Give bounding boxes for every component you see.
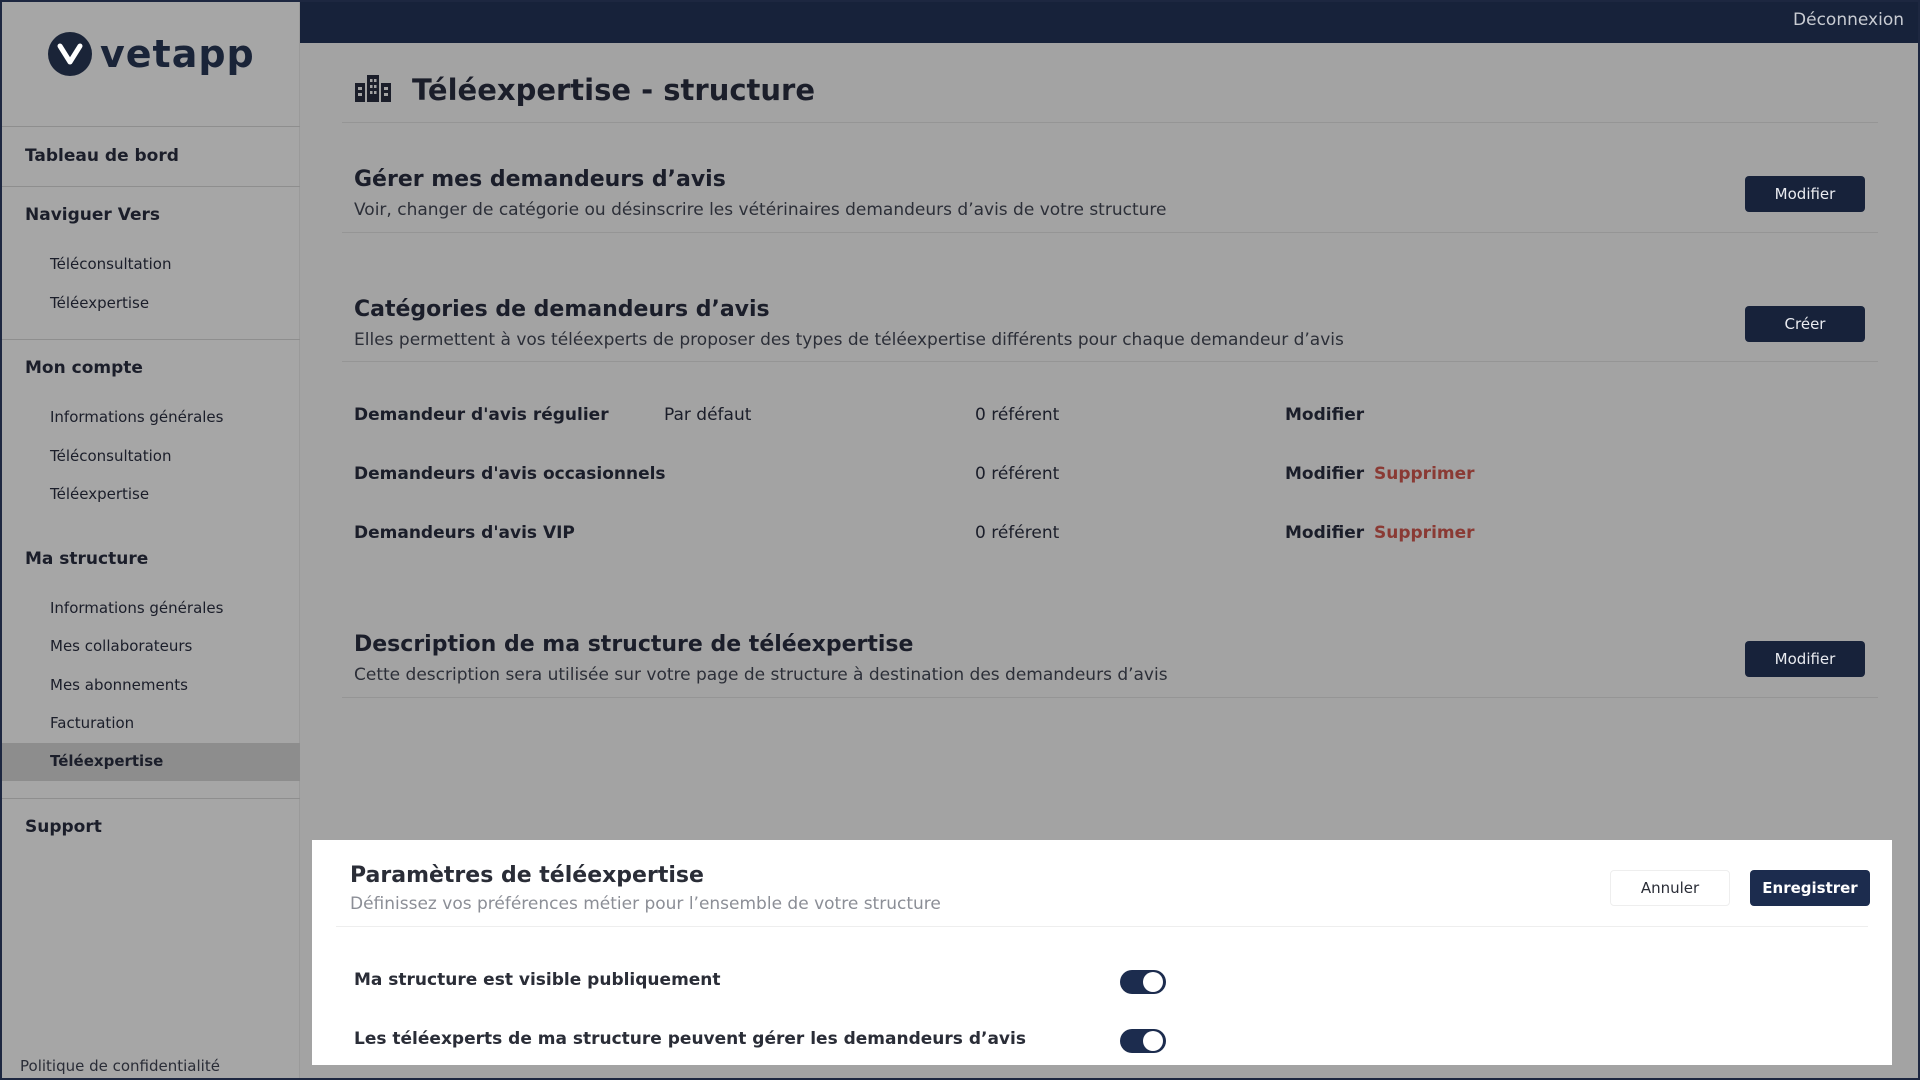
category-referent-count: 0 référent [975,405,1060,425]
sidebar-item-nav-teleexpertise[interactable]: Téléexpertise [50,294,150,312]
section-divider [342,361,1878,362]
public-visibility-toggle[interactable] [1120,970,1166,994]
sidebar-item-account-teleconsultation[interactable]: Téléconsultation [50,447,172,465]
category-modify-link[interactable]: Modifier [1285,464,1365,484]
cancel-button[interactable]: Annuler [1610,870,1730,906]
category-name: Demandeurs d'avis occasionnels [354,464,666,484]
category-referent-count: 0 référent [975,464,1060,484]
sidebar-item-account-teleexpertise[interactable]: Téléexpertise [50,485,150,503]
section-divider [342,232,1878,233]
category-referent-count: 0 référent [975,523,1060,543]
panel-divider [336,926,1868,927]
categories-section-subtitle: Elles permettent à vos téléexperts de proposer des types de téléexpertise différents pour chaque demandeur d’avis [354,330,1344,350]
manage-section-title: Gérer mes demandeurs d’avis [354,167,726,192]
sidebar-item-structure-info[interactable]: Informations générales [50,599,224,617]
logo-text: vetapp [100,32,255,76]
toggle-knob [1143,972,1163,992]
categories-section-title: Catégories de demandeurs d’avis [354,297,770,322]
sidebar-heading-navigate: Naviguer Vers [25,205,160,225]
sidebar-item-dashboard[interactable]: Tableau de bord [25,146,179,166]
manage-requesters-toggle[interactable] [1120,1029,1166,1053]
description-section-title: Description de ma structure de téléexpertise [354,632,914,657]
sidebar-item-billing[interactable]: Facturation [50,714,135,732]
page-title: Téléexpertise - structure [412,73,816,107]
manage-modify-button[interactable]: Modifier [1745,176,1865,212]
category-delete-link[interactable]: Supprimer [1374,523,1475,543]
sidebar-divider [0,339,300,340]
manage-requesters-label: Les téléexperts de ma structure peuvent gérer les demandeurs d’avis [354,1029,1026,1049]
section-divider [342,697,1878,698]
buildings-icon [354,73,392,107]
sidebar-item-support[interactable]: Support [25,817,102,837]
page-header [354,73,815,107]
category-modify-link[interactable]: Modifier [1285,405,1365,425]
sidebar-divider [0,186,300,187]
sidebar-divider [0,126,300,127]
category-name: Demandeurs d'avis VIP [354,523,575,543]
vetapp-logo-icon [48,32,92,76]
create-category-button[interactable]: Créer [1745,306,1865,342]
sidebar-item-account-info[interactable]: Informations générales [50,408,224,426]
sidebar-item-subscriptions[interactable]: Mes abonnements [50,676,188,694]
settings-panel-subtitle: Définissez vos préférences métier pour l’ensemble de votre structure [350,894,941,914]
sidebar-heading-account: Mon compte [25,358,143,378]
manage-section-subtitle: Voir, changer de catégorie ou désinscrire les vétérinaires demandeurs d’avis de votre structure [354,200,1167,220]
sidebar-divider [0,798,300,799]
description-modify-button[interactable]: Modifier [1745,641,1865,677]
category-delete-link[interactable]: Supprimer [1374,464,1475,484]
topbar [300,0,1920,43]
sidebar [0,0,300,1080]
description-section-subtitle: Cette description sera utilisée sur votre page de structure à destination des demandeurs d’avis [354,665,1168,685]
teleexpertise-settings-panel [312,840,1892,1065]
category-modify-link[interactable]: Modifier [1285,523,1365,543]
settings-panel-title: Paramètres de téléexpertise [350,863,704,888]
category-default-tag: Par défaut [664,405,752,425]
category-name: Demandeur d'avis régulier [354,405,609,425]
sidebar-item-nav-teleconsultation[interactable]: Téléconsultation [50,255,172,273]
title-divider [342,122,1878,123]
public-visibility-label: Ma structure est visible publiquement [354,970,721,990]
vetapp-logo[interactable] [48,32,255,76]
sidebar-item-structure-teleexpertise[interactable]: Téléexpertise [50,752,164,770]
logout-link[interactable]: Déconnexion [1793,10,1904,30]
sidebar-heading-structure: Ma structure [25,549,149,569]
save-button[interactable]: Enregistrer [1750,870,1870,906]
toggle-knob [1143,1031,1163,1051]
sidebar-item-collaborators[interactable]: Mes collaborateurs [50,637,193,655]
privacy-policy-link[interactable]: Politique de confidentialité [20,1057,220,1075]
